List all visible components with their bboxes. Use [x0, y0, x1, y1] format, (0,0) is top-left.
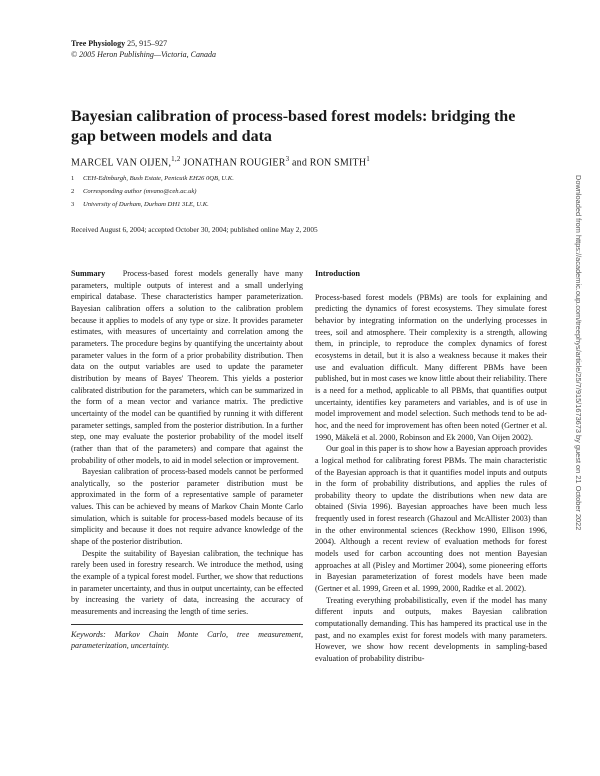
author-affil-marker: 1,2: [171, 155, 181, 163]
affiliation-line: [71, 172, 234, 185]
keywords-divider: [71, 624, 303, 625]
author-name: MARCEL VAN OIJEN,: [71, 157, 172, 169]
intro-paragraph: Process-based forest models (PBMs) are tools for explaining and predicting the dynamics of forest ecosystems. They simulate forest behavior by integrating information on the underlying processes in trees, soil and atmosphere. Their complexity is a strength, allowing them, in principle, to reproduce the complex dynamics of forest ecosystems in detail, but it is also a weakness because it makes their use and evaluation difficult. Many different PBMs have been published, but in most cases we know little about their reliability. There is a need for a method, applicable to all PBMs, that quantifies output uncertainty, identifies key parameters and variables, and is of use in model improvement and model selection. Such methods tend to be ad-hoc, and the need for improvement has often been noted (Gertner et al. 1990, Mäkelä et al. 2000, Robinson and Ek 2000, Van Oijen 2002).: [315, 292, 547, 442]
keywords-text: Markov Chain Monte Carlo, tree measurement, parameterization, uncertainty.: [71, 629, 303, 651]
keywords-label: Keywords:: [71, 629, 106, 639]
affiliation-number: 1: [71, 175, 75, 182]
author-name: JONATHAN ROUGIER: [180, 157, 286, 169]
journal-header: [71, 38, 216, 60]
received-dates: Received August 6, 2004; accepted October 30, 2004; published online May 2, 2005: [71, 225, 318, 234]
introduction-column: [315, 268, 547, 665]
affiliation-line: [71, 198, 234, 211]
affiliation-number: 3: [71, 201, 75, 208]
author-affil-marker: 3: [285, 155, 290, 163]
affiliation-number: 2: [71, 188, 75, 195]
summary-heading: Summary: [71, 269, 106, 278]
affiliation-text: University of Durham, Durham DH1 3LE, U.K.: [83, 201, 209, 208]
affiliations: [71, 172, 234, 211]
affiliation-text: CEH-Edinburgh, Bush Estate, Penicuik EH26 0QB, U.K.: [83, 175, 234, 182]
summary-paragraph: Bayesian calibration of process-based models cannot be performed analytically, so the posterior parameter distribution must be approximated in the form of a representative sample of parameter values. This can be achieved by means of Markov Chain Monte Carlo simulation, which is suitable for process-based models because of its simplicity and because it does not require advance knowledge of the shape of the posterior distribution.: [71, 467, 303, 547]
summary-column: [71, 268, 303, 652]
author-list: [71, 155, 370, 168]
author-affil-marker: 1: [366, 155, 370, 163]
download-note: Downloaded from https://academic.oup.com/treephys/article/25/7/915/1673673 by guest on 21 October 2022: [574, 175, 583, 531]
summary-paragraph: Despite the suitability of Bayesian calibration, the technique has rarely been used in forestry research. We introduce the method, using the example of a typical forest model. Further, we show that reductions in parameter uncertainty, and thus in output uncertainty, can be effected by increasing the variety of data, increasing the accuracy of measurements and increasing the length of time series.: [71, 548, 303, 617]
summary-paragraph: [71, 268, 303, 466]
introduction-heading: Introduction: [315, 269, 361, 278]
author-name: and RON SMITH: [289, 157, 367, 169]
download-watermark: [575, 175, 583, 595]
keywords: [71, 629, 303, 652]
intro-paragraph: Our goal in this paper is to show how a Bayesian approach provides a logical method for calibrating forest PBMs. The main characteristic of the Bayesian approach is that it quantifies model inputs and outputs in the form of probability distributions, and applies the rules of probability theory to update the distributions when new data are obtained (Sivia 1996). Bayesian approaches have been much less frequently used in forest research (Ghazoul and McAllister 2003) than in the other environmental sciences (Reckhow 1990, Ellison 1996, 2004). Although a recent review of evaluation methods for forest models used for carbon accounting does not mention Bayesian approaches at all (Pisley and Mortimer 2004), some pioneering efforts in Bayesian parameterization of forest models have been made (Gertner et al. 1999, Green et al. 1999, 2000, Radtke et al. 2002).: [315, 444, 547, 594]
intro-paragraph: Treating everything probabilistically, even if the model has many different inputs and outputs, makes Bayesian calibration computationally demanding. This has hampered its practical use in the past, and no examples exist for forest models with many parameters. However, we show how recent developments in sampling-based evaluation of probability distribu-: [315, 595, 547, 663]
journal-citation: 25, 915–927: [125, 39, 168, 48]
journal-name: Tree Physiology: [71, 39, 126, 48]
article-title: Bayesian calibration of process-based forest models: bridging the gap between models and data: [71, 108, 516, 145]
affiliation-line: [71, 185, 234, 198]
copyright-line: © 2005 Heron Publishing—Victoria, Canada: [71, 50, 216, 59]
summary-text: Process-based forest models generally have many parameters, multiple outputs of interest and a small underlying empirical database. These characteristics hamper parameterization. Bayesian calibration offers a solution to the calibration problem because it applies to models of any type or size. It provides parameter estimates, with measures of uncertainty and correlation among the parameters. The procedure begins by quantifying the uncertainty about parameter values in the form of a prior probability distribution. Then data on the output variables are used to update the parameter distribution by means of Bayes' Theorem. This yields a posterior calibrated distribution for the parameters, which can be summarized in the form of a mean vector and variance matrix. The predictive uncertainty of the model can be quantified by running it with different parameter settings, sampled from the posterior distribution. In a further step, one may evaluate the posterior probability of the model itself (rather than that of the parameters) and compare that against the probability of other models, to aid in model selection or improvement.: [71, 269, 303, 465]
affiliation-text: Corresponding author (mvano@ceh.ac.uk): [83, 188, 197, 195]
